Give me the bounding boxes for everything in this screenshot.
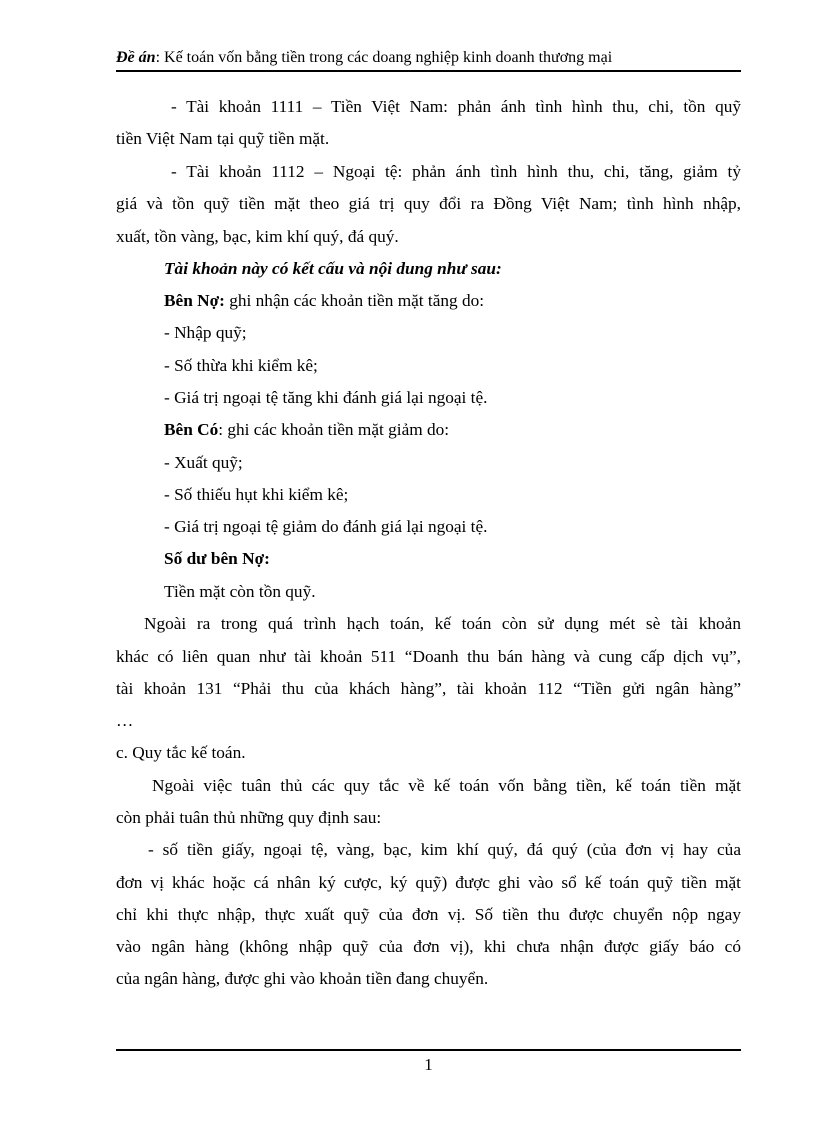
body-line: giá và tồn quỹ tiền mặt theo giá trị quy đổi ra Đồng Việt Nam; tình hình nhập, (116, 194, 741, 213)
body-line: chỉ khi thực nhập, thực xuất quỹ của đơn vị. Số tiền thu được chuyển nộp ngay (116, 905, 741, 924)
body-line: tiền Việt Nam tại quỹ tiền mặt. (116, 129, 330, 148)
subsection-heading: c. Quy tắc kế toán. (116, 743, 246, 762)
page-number: 1 (424, 1055, 433, 1074)
body-line: - Giá trị ngoại tệ giảm do đánh giá lại ngoại tệ. (164, 517, 488, 536)
body-line: - Số thừa khi kiểm kê; (164, 356, 318, 375)
body-line: - Tài khoản 1111 – Tiền Việt Nam: phản ánh tình hình thu, chi, tồn quỹ (171, 97, 741, 116)
body-line: xuất, tồn vàng, bạc, kim khí quý, đá quý. (116, 227, 399, 246)
body-line: của ngân hàng, được ghi vào khoản tiền đang chuyển. (116, 969, 489, 988)
header-lead: Đề án (116, 49, 156, 66)
body-line: … (116, 711, 134, 730)
footer-rule (116, 1049, 741, 1051)
body-line: - Giá trị ngoại tệ tăng khi đánh giá lại ngoại tệ. (164, 388, 488, 407)
debit-text: ghi nhận các khoản tiền mặt tăng do: (224, 291, 485, 310)
debit-label: Bên Nợ: (164, 291, 225, 310)
header-title: : Kế toán vốn bằng tiền trong các doang nghiệp kinh doanh thương mại (155, 49, 613, 66)
body-line: Tiền mặt còn tồn quỹ. (164, 582, 316, 601)
credit-side-line (164, 414, 789, 446)
body-line: Ngoài ra trong quá trình hạch toán, kế toán còn sử dụng mét sè tài khoản (144, 614, 741, 633)
body-line: - Số thiếu hụt khi kiểm kê; (164, 485, 349, 504)
credit-label: Bên Có (164, 420, 219, 439)
credit-text: : ghi các khoản tiền mặt giảm do: (218, 420, 450, 439)
body-line: - số tiền giấy, ngoại tệ, vàng, bạc, kim khí quý, đá quý (của đơn vị hay của (148, 840, 741, 859)
body-line: - Tài khoản 1112 – Ngoại tệ: phản ánh tình hình thu, chi, tăng, giảm tỷ (171, 162, 741, 181)
body-line: vào ngân hàng (không nhập quỹ của đơn vị), khi chưa nhận được giấy báo có (116, 937, 741, 956)
debit-side-line (164, 285, 789, 317)
body-line: khác có liên quan như tài khoản 511 “Doanh thu bán hàng và cung cấp dịch vụ”, (116, 647, 741, 666)
body-line: còn phải tuân thủ những quy định sau: (116, 808, 382, 827)
body-line: đơn vị khác hoặc cá nhân ký cược, ký quỹ) được ghi vào sổ kế toán quỹ tiền mặt (116, 873, 741, 892)
body-line: - Xuất quỹ; (164, 453, 243, 472)
balance-heading: Số dư bên Nợ: (164, 549, 270, 568)
body-line: - Nhập quỹ; (164, 323, 247, 342)
section-heading: Tài khoản này có kết cấu và nội dung như sau: (164, 259, 502, 278)
body-line: tài khoản 131 “Phải thu của khách hàng”, tài khoản 112 “Tiền gửi ngân hàng” (116, 679, 741, 698)
page-header (116, 46, 741, 72)
body-line: Ngoài việc tuân thủ các quy tắc về kế toán vốn bằng tiền, kế toán tiền mặt (152, 776, 741, 795)
